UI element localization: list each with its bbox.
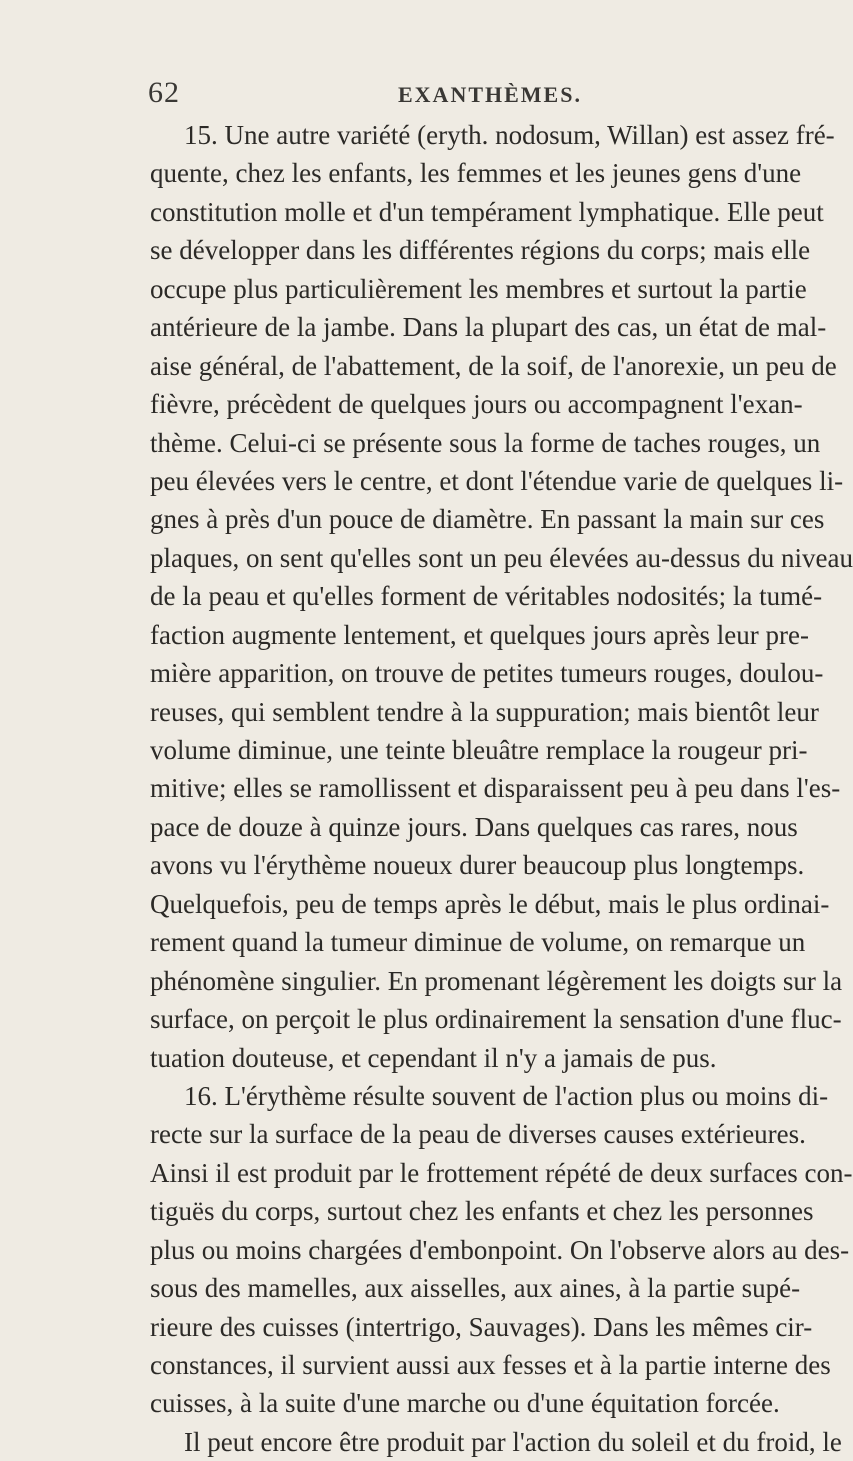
text-line: aise général, de l'abattement, de la soif, de l'anorexie, un peu de — [150, 350, 837, 381]
text-line: antérieure de la jambe. Dans la plupart des cas, un état de mal- — [150, 312, 827, 343]
page-header — [148, 76, 710, 116]
text-line: Ainsi il est produit par le frottement répété de deux surfaces con- — [150, 1157, 853, 1188]
text-line: faction augmente lentement, et quelques jours après leur pre- — [150, 619, 809, 650]
text-line: thème. Celui-ci se présente sous la forme de taches rouges, un — [150, 427, 821, 458]
text-line: plaques, on sent qu'elles sont un peu élevées au-dessus du niveau — [150, 542, 853, 573]
text-line: se développer dans les différentes régions du corps; mais elle — [150, 235, 811, 266]
text-line: sous des mamelles, aux aisselles, aux aines, à la partie supé- — [150, 1273, 801, 1304]
text-line: quente, chez les enfants, les femmes et les jeunes gens d'une — [150, 158, 802, 189]
text-line: cuisses, à la suite d'une marche ou d'une équitation forcée. — [150, 1388, 780, 1419]
text-line: surface, on perçoit le plus ordinairement la sensation d'une fluc- — [150, 1004, 842, 1035]
text-line: reuses, qui semblent tendre à la suppuration; mais bientôt leur — [150, 696, 819, 727]
text-line: mière apparition, on trouve de petites tumeurs rouges, doulou- — [150, 658, 824, 689]
running-title: EXANTHÈMES. — [398, 82, 582, 107]
text-line: 16. L'érythème résulte souvent de l'action plus ou moins di- — [184, 1080, 829, 1111]
text-line: constances, il survient aussi aux fesses et à la partie interne des — [150, 1350, 831, 1380]
text-line: volume diminue, une teinte bleuâtre remplace la rougeur pri- — [150, 735, 808, 765]
text-line: 15. Une autre variété (eryth. nodosum, Willan) est assez fré- — [184, 120, 835, 150]
text-line: constitution molle et d'un tempérament lymphatique. Elle peut — [150, 196, 824, 227]
text-line: Quelquefois, peu de temps après le début, mais le plus ordinai- — [150, 888, 830, 919]
page-number: 62 — [148, 76, 180, 109]
text-line: tuation douteuse, et cependant il n'y a jamais de pus. — [150, 1042, 717, 1073]
text-line: occupe plus particulièrement les membres et surtout la partie — [150, 273, 807, 304]
text-line: Il peut encore être produit par l'action du soleil et du froid, le — [184, 1426, 842, 1457]
text-line: rieure des cuisses (intertrigo, Sauvages). Dans les mêmes cir- — [150, 1311, 813, 1342]
text-line: pace de douze à quinze jours. Dans quelques cas rares, nous — [150, 811, 798, 842]
text-line: gnes à près d'un pouce de diamètre. En passant la main sur ces — [150, 504, 825, 535]
text-line: de la peau et qu'elles forment de véritables nodosités; la tumé- — [150, 581, 823, 612]
text-line: peu élevées vers le centre, et dont l'étendue varie de quelques li- — [150, 465, 844, 496]
text-line: tiguës du corps, surtout chez les enfants et chez les personnes — [150, 1196, 814, 1227]
text-line: fièvre, précèdent de quelques jours ou accompagnent l'exan- — [150, 389, 803, 420]
text-line: phénomène singulier. En promenant légèrement les doigts sur la — [150, 965, 843, 996]
text-line: plus ou moins chargées d'embonpoint. On l'observe alors au des- — [150, 1234, 850, 1265]
body-text — [150, 116, 853, 1461]
text-line: mitive; elles se ramollissent et disparaissent peu à peu dans l'es- — [150, 773, 841, 804]
text-line: avons vu l'érythème noueux durer beaucoup plus longtemps. — [150, 850, 805, 881]
text-line: recte sur la surface de la peau de diverses causes extérieures. — [150, 1119, 806, 1150]
text-line: rement quand la tumeur diminue de volume, on remarque un — [150, 927, 806, 958]
